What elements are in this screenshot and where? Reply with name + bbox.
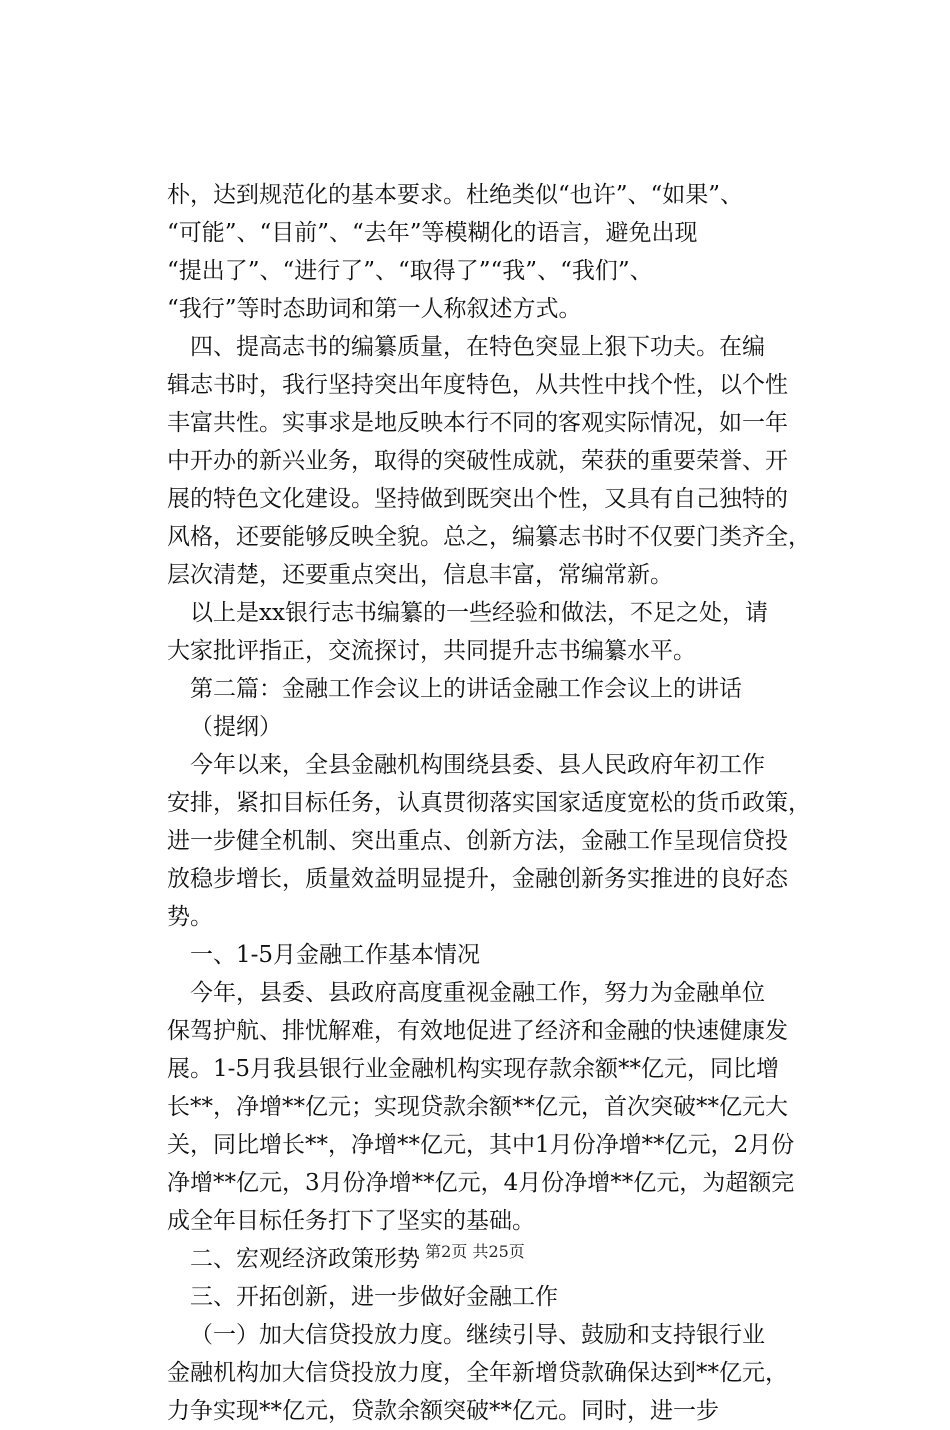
text-line: 成全年目标任务打下了坚实的基础。 (167, 1208, 535, 1234)
text-line: 力争实现**亿元，贷款余额突破**亿元。同时，进一步 (167, 1398, 719, 1424)
text-line: 保驾护航、排忧解难，有效地促进了经济和金融的快速健康发 (167, 1018, 788, 1044)
text-line: 层次清楚，还要重点突出，信息丰富，常编常新。 (167, 562, 673, 588)
text-line: “我行”等时态助词和第一人称叙述方式。 (167, 296, 582, 322)
section-heading: 第二篇：金融工作会议上的讲话金融工作会议上的讲话 (190, 676, 742, 702)
text-line: 今年，县委、县政府高度重视金融工作，努力为金融单位 (190, 980, 765, 1006)
text-line: 净增**亿元，3月份净增**亿元，4月份净增**亿元，为超额完 (167, 1170, 795, 1196)
text-line: 关，同比增长**，净增**亿元，其中1月份净增**亿元，2月份 (167, 1132, 795, 1158)
text-line: 安排，紧扣目标任务，认真贯彻落实国家适度宽松的货币政策， (167, 790, 811, 816)
text-line: 势。 (167, 904, 213, 930)
page-number-footer: 第2页 共25页 (425, 1242, 525, 1261)
text-line: 大家批评指正，交流探讨，共同提升志书编纂水平。 (167, 638, 696, 664)
text-line: 进一步健全机制、突出重点、创新方法，金融工作呈现信贷投 (167, 828, 788, 854)
text-line: 今年以来，全县金融机构围绕县委、县人民政府年初工作 (190, 752, 765, 778)
section-heading: 一、1-5月金融工作基本情况 (190, 942, 481, 968)
text-line: 朴，达到规范化的基本要求。杜绝类似“也许”、“如果”、 (167, 182, 744, 208)
section-heading: 三、开拓创新，进一步做好金融工作 (190, 1284, 558, 1310)
text-line: “提出了”、“进行了”、“取得了”“我”、“我们”、 (167, 258, 653, 284)
text-line: （一）加大信贷投放力度。继续引导、鼓励和支持银行业 (190, 1322, 765, 1348)
text-line: 放稳步增长，质量效益明显提升，金融创新务实推进的良好态 (167, 866, 788, 892)
text-line: 丰富共性。实事求是地反映本行不同的客观实际情况，如一年 (167, 410, 788, 436)
text-line: 风格，还要能够反映全貌。总之，编纂志书时不仅要门类齐全， (167, 524, 811, 550)
section-heading: 二、宏观经济政策形势 (190, 1246, 420, 1272)
text-line: 四、提高志书的编纂质量，在特色突显上狠下功夫。在编 (190, 334, 765, 360)
text-line: 长**，净增**亿元；实现贷款余额**亿元，首次突破**亿元大 (167, 1094, 788, 1120)
text-line: 以上是xx银行志书编纂的一些经验和做法，不足之处，请 (190, 600, 768, 626)
text-line: “可能”、“目前”、“去年”等模糊化的语言，避免出现 (167, 220, 698, 246)
text-line: 展的特色文化建设。坚持做到既突出个性，又具有自己独特的 (167, 486, 788, 512)
text-line: 辑志书时，我行坚持突出年度特色，从共性中找个性，以个性 (167, 372, 788, 398)
text-line: 金融机构加大信贷投放力度，全年新增贷款确保达到**亿元， (167, 1360, 788, 1386)
section-heading: （提纲） (190, 714, 282, 740)
text-line: 中开办的新兴业务，取得的突破性成就，荣获的重要荣誉、开 (167, 448, 788, 474)
text-line: 展。1-5月我县银行业金融机构实现存款余额**亿元，同比增 (167, 1056, 780, 1082)
